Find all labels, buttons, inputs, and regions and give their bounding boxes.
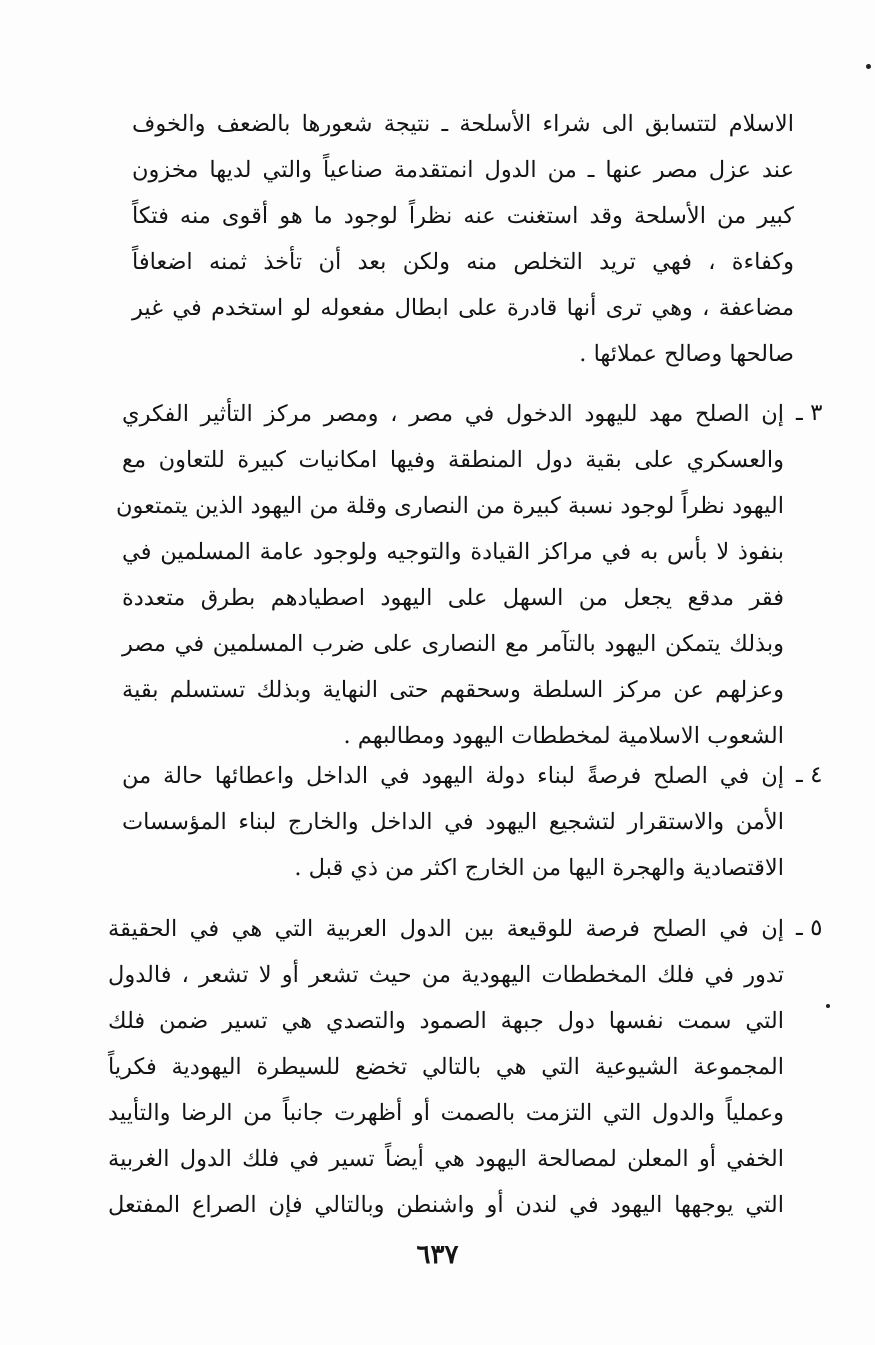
- text-line: وعملياً والدول التي التزمت بالصمت أو أظهرت جانباً من الرضا والتأييد: [108, 1100, 784, 1126]
- text-line: إن في الصلح فرصةً لبناء دولة اليهود في الداخل واعطائها حالة من: [122, 763, 784, 789]
- text-line: وعزلهم عن مركز السلطة وسحقهم حتى النهاية وبذلك تستسلم بقية: [122, 677, 784, 703]
- text-line: إن في الصلح فرصة للوقيعة بين الدول العربية التي هي في الحقيقة: [108, 916, 784, 942]
- text-line: اليهود نظراً لوجود نسبة كبيرة من النصارى وقلة من اليهود الذين يتمتعون: [116, 493, 784, 519]
- scan-speck: [866, 64, 871, 69]
- text-line: التي سمت نفسها دول جبهة الصمود والتصدي هي تسير ضمن فلك: [108, 1008, 784, 1034]
- text-line: الاقتصادية والهجرة اليها من الخارج اكثر من ذي قبل .: [294, 855, 784, 881]
- text-line: صالحها وصالح عملائها .: [579, 341, 794, 367]
- list-item-number: ٤ ـ: [796, 762, 823, 788]
- text-line: الخفي أو المعلن لمصالحة اليهود هي أيضاً تسير في فلك الدول الغربية: [108, 1146, 784, 1172]
- scan-speck: [826, 1004, 830, 1008]
- text-line: مضاعفة ، وهي ترى أنها قادرة على ابطال مفعوله لو استخدم في غير: [132, 295, 794, 321]
- text-line: الاسلام لتتسابق الى شراء الأسلحة ـ نتيجة شعورها بالضعف والخوف: [132, 111, 794, 137]
- list-item-number: ٣ ـ: [796, 400, 823, 426]
- text-line: الشعوب الاسلامية لمخططات اليهود ومطالبهم .: [343, 723, 784, 749]
- text-line: عند عزل مصر عنها ـ من الدول انمتقدمة صناعياً والتي لديها مخزون: [132, 157, 794, 183]
- text-line: إن الصلح مهد لليهود الدخول في مصر ، ومصر مركز التأثير الفكري: [122, 401, 784, 427]
- text-line: بنفوذ لا بأس به في مراكز القيادة والتوجيه ولوجود عامة المسلمين في: [122, 539, 784, 565]
- text-line: وكفاءة ، فهي تريد التخلص منه ولكن بعد أن تأخذ ثمنه اضعافاً: [132, 249, 794, 275]
- list-item-number: ٥ ـ: [796, 915, 823, 941]
- text-line: فقر مدقع يجعل من السهل على اليهود اصطيادهم بطرق متعددة: [122, 585, 784, 611]
- text-line: التي يوجهها اليهود في لندن أو واشنطن وبالتالي فإن الصراع المفتعل: [108, 1192, 784, 1218]
- text-line: المجموعة الشيوعية التي هي بالتالي تخضع للسيطرة اليهودية فكرياً: [108, 1054, 784, 1080]
- text-line: كبير من الأسلحة وقد استغنت عنه نظراً لوجود ما هو أقوى منه فتكاً: [132, 203, 794, 229]
- page-number: ٦٣٧: [416, 1240, 459, 1270]
- text-line: والعسكري على بقية دول المنطقة وفيها امكانيات كبيرة للتعاون مع: [122, 447, 784, 473]
- text-line: الأمن والاستقرار لتشجيع اليهود في الداخل والخارج لبناء المؤسسات: [122, 809, 784, 835]
- text-line: وبذلك يتمكن اليهود بالتآمر مع النصارى على ضرب المسلمين في مصر: [122, 631, 784, 657]
- text-line: تدور في فلك المخططات اليهودية من حيث تشعر أو لا تشعر ، فالدول: [108, 962, 784, 988]
